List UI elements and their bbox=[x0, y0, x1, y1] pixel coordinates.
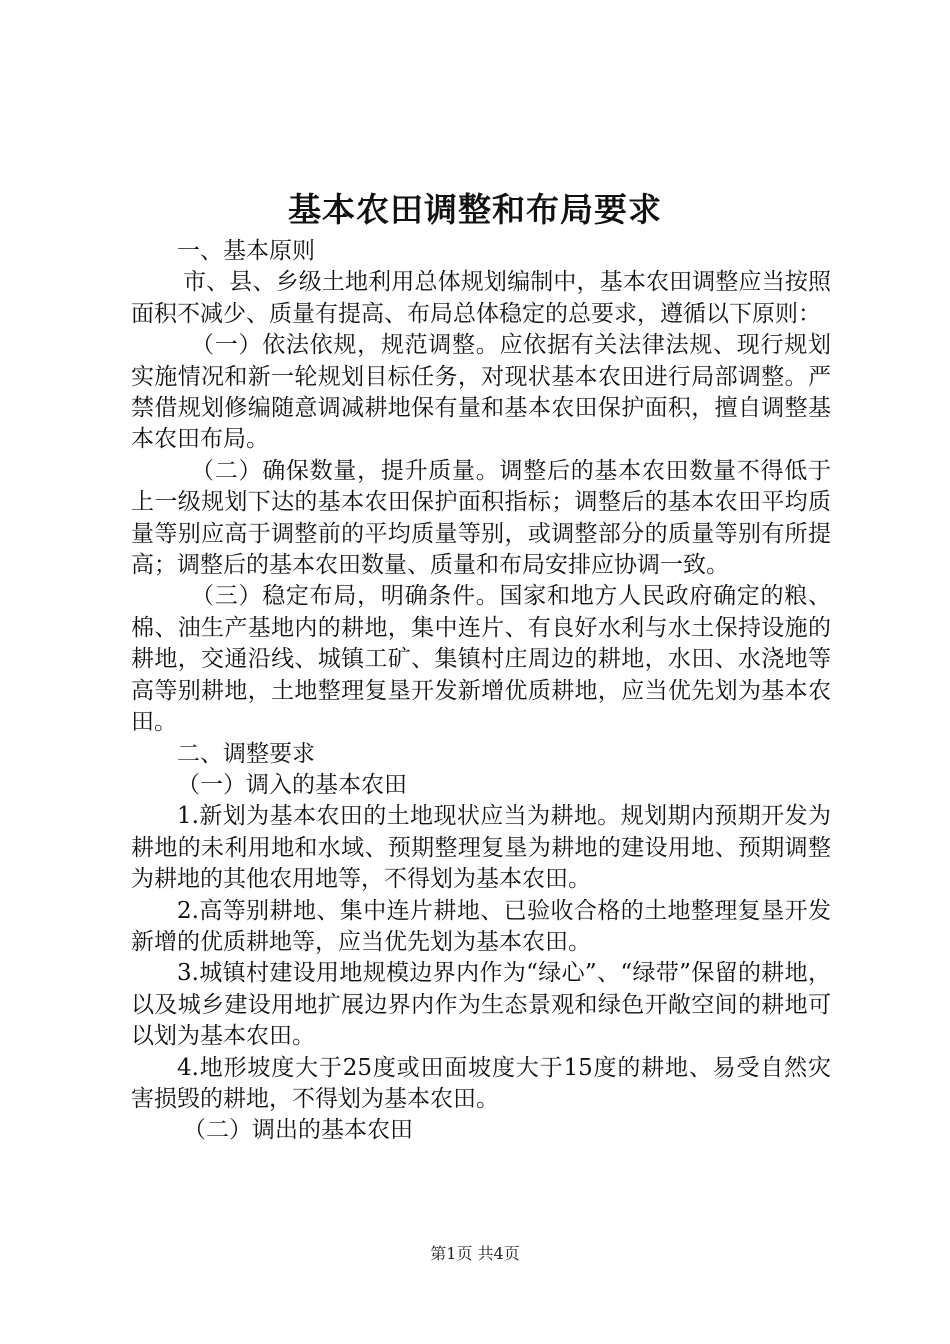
paragraph-item-3: 3.城镇村建设用地规模边界内作为“绿心”、“绿带”保留的耕地，以及城乡建设用地扩展边界内作为生态景观和绿色开敞空间的耕地可以划为基本农田。 bbox=[131, 960, 831, 1050]
paragraph-item-1: 1.新划为基本农田的土地现状应当为耕地。规划期内预期开发为耕地的未利用地和水域、预期整理复垦为耕地的建设用地、预期调整为耕地的其他农用地等，不得划为基本农田。 bbox=[131, 803, 831, 893]
subsection-heading-out: （二）调出的基本农田 bbox=[183, 1117, 413, 1144]
section-heading-principles: 一、基本原则 bbox=[177, 238, 315, 264]
paragraph-principle-3: （三）稳定布局，明确条件。国家和地方人民政府确定的粮、棉、油生产基地内的耕地，集中连片、有良好水利与水土保持设施的耕地，交通沿线、城镇工矿、集镇村庄周边的耕地，水田、水浇地等高等别耕地，土地整理复垦开发新增优质耕地，应当优先划为基本农田。 bbox=[131, 583, 831, 736]
paragraph-intro: 市、县、乡级土地利用总体规划编制中，基本农田调整应当按照面积不减少、质量有提高、布局总体稳定的总要求，遵循以下原则： bbox=[131, 269, 831, 327]
document-title: 基本农田调整和布局要求 bbox=[288, 190, 662, 229]
document-body bbox=[131, 236, 831, 1147]
paragraph-item-2: 2.高等别耕地、集中连片耕地、已验收合格的土地整理复垦开发新增的优质耕地等，应当优先划为基本农田。 bbox=[131, 897, 831, 955]
paragraph-item-4: 4.地形坡度大于25度或田面坡度大于15度的耕地、易受自然灾害损毁的耕地，不得划为基本农田。 bbox=[131, 1054, 831, 1112]
paragraph-principle-2: （二）确保数量，提升质量。调整后的基本农田数量不得低于上一级规划下达的基本农田保护面积指标；调整后的基本农田平均质量等别应高于调整前的平均质量等别，或调整部分的质量等别有所提高；调整后的基本农田数量、质量和布局安排应协调一致。 bbox=[131, 457, 831, 579]
subsection-heading-in: （一）调入的基本农田 bbox=[177, 771, 407, 798]
paragraph-principle-1: （一）依法依规，规范调整。应依据有关法律法规、现行规划实施情况和新一轮规划目标任务，对现状基本农田进行局部调整。严禁借规划修编随意调减耕地保有量和基本农田保护面积，擅自调整基本农田布局。 bbox=[131, 332, 831, 453]
page-footer: 第1页 共4页 bbox=[430, 1244, 520, 1263]
section-heading-requirements: 二、调整要求 bbox=[177, 740, 315, 767]
